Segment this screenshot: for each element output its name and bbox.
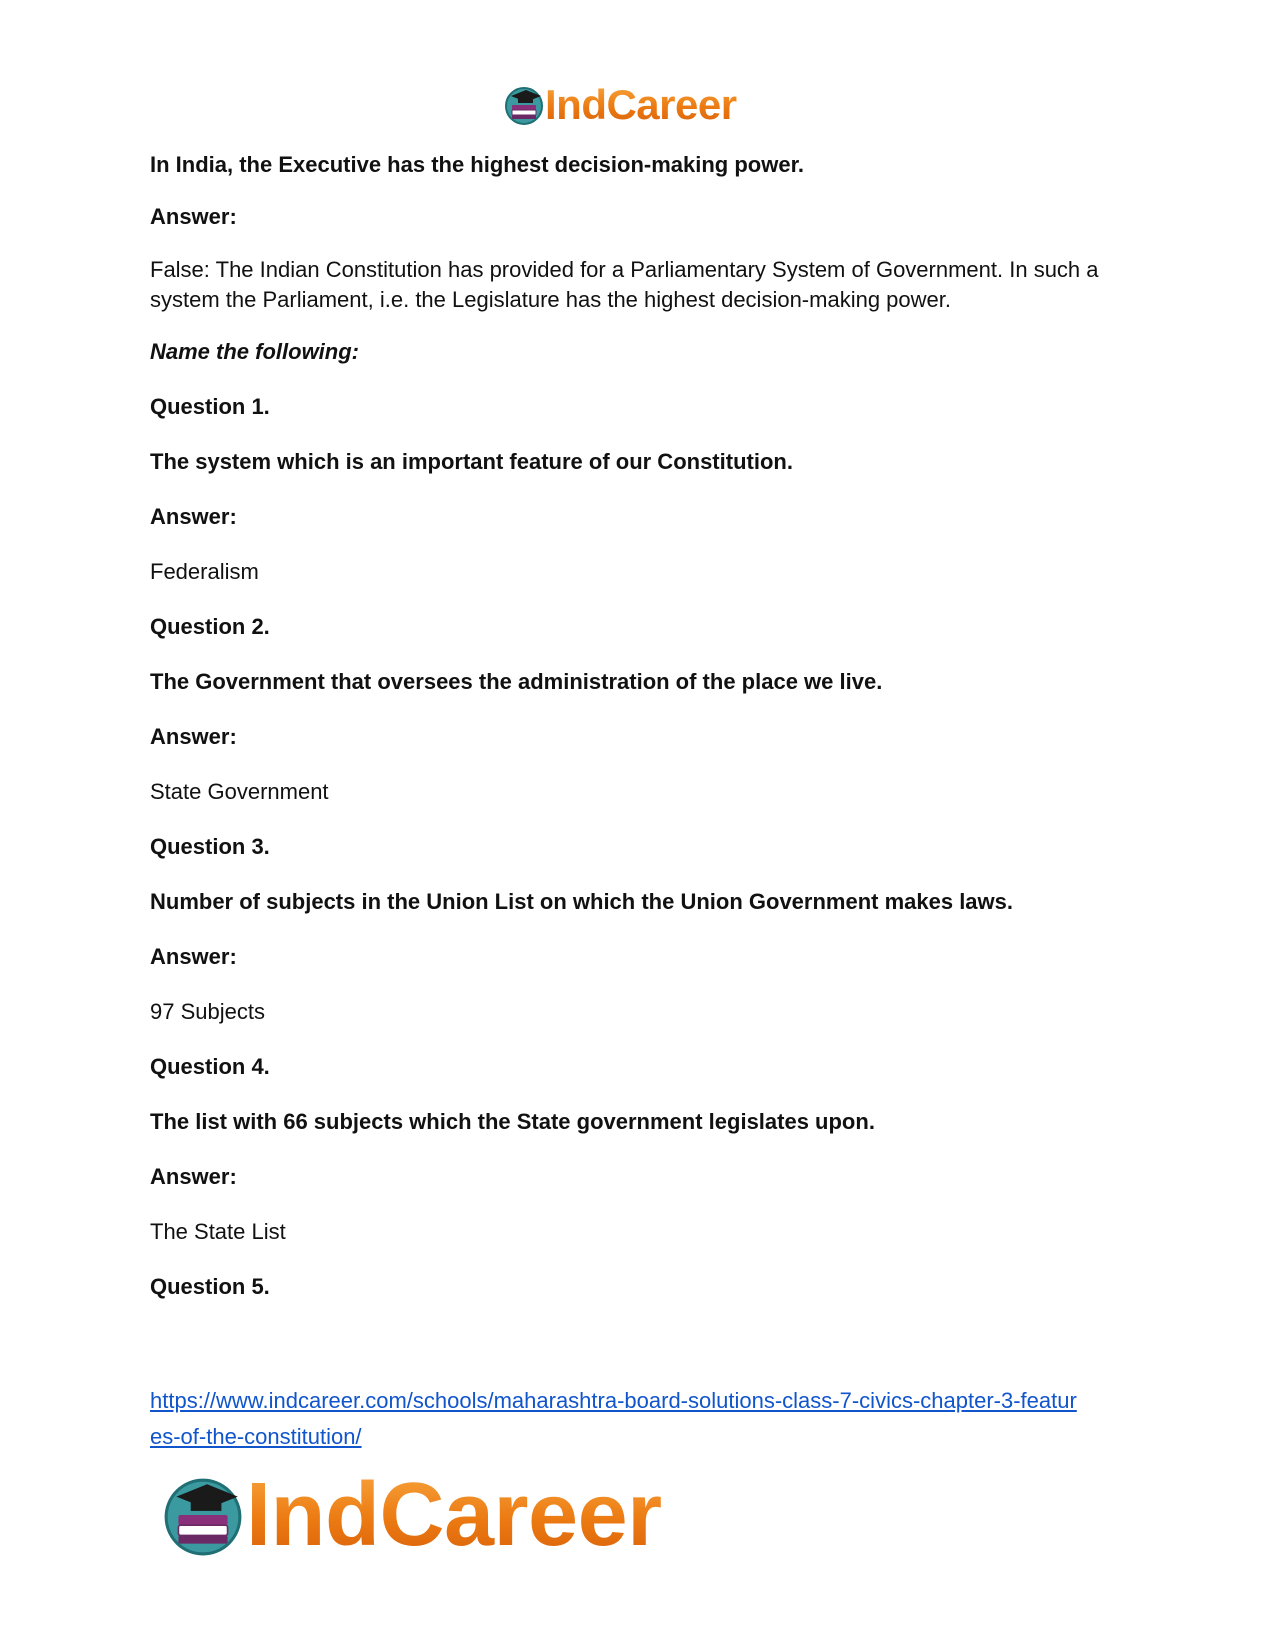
question-label: Question 1. [150,394,270,419]
statement: In India, the Executive has the highest decision-making power. [150,152,805,177]
source-link-block [150,1383,1130,1455]
logo-text: IndCareer [545,80,737,128]
question-text: The Government that oversees the administration of the place we live. [150,669,883,694]
answer-label: Answer: [150,1164,237,1189]
question-text: The system which is an important feature of our Constitution. [150,449,793,474]
header-logo [503,82,737,127]
question-text: The list with 66 subjects which the State government legislates upon. [150,1109,875,1134]
answer-label: Answer: [150,944,237,969]
source-link-line-2[interactable]: es-of-the-constitution/ [150,1424,362,1449]
answer-label: Answer: [150,724,237,749]
question-label: Question 3. [150,834,270,859]
question-label: Question 2. [150,614,270,639]
footer-logo [160,1465,662,1565]
answer-text: Federalism [150,559,259,584]
answer-label: Answer: [150,204,237,229]
answer-text: The State List [150,1219,286,1244]
answer-text: 97 Subjects [150,999,265,1024]
graduation-book-globe-icon [160,1472,246,1558]
question-label: Question 5. [150,1274,270,1299]
answer-text: False: The Indian Constitution has provided for a Parliamentary System of Government. In such a system the Parliament, i.e. the Legislature has the highest decision-making power. [150,257,1099,312]
answer-label: Answer: [150,504,237,529]
question-text: Number of subjects in the Union List on which the Union Government makes laws. [150,889,1014,914]
graduation-book-globe-icon [503,84,545,126]
document-body [150,150,1130,1302]
answer-text: State Government [150,779,329,804]
logo-text: IndCareer [246,1465,662,1565]
section-heading: Name the following: [150,339,359,364]
source-link-line-1[interactable]: https://www.indcareer.com/schools/maharashtra-board-solutions-class-7-civics-chapter-3-featur [150,1388,1077,1413]
question-label: Question 4. [150,1054,270,1079]
